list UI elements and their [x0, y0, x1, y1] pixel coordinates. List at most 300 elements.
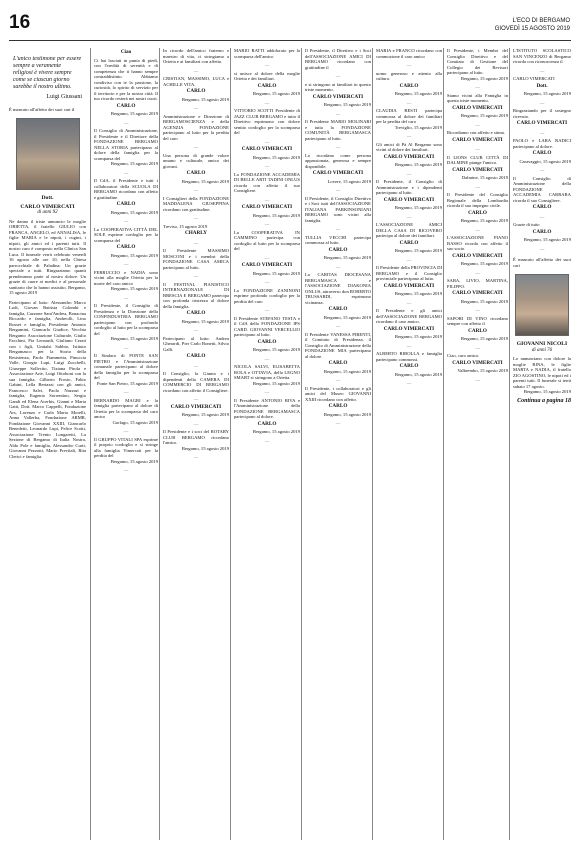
notice-name: CARLO — [532, 228, 552, 235]
notice-name: CARLO — [328, 360, 348, 366]
notice-name: CARLO — [116, 102, 136, 109]
notice-name: CARLO — [186, 170, 206, 176]
deceased-name-2: GIOVANNI NICOLI — [516, 341, 568, 347]
obituary-notice — [163, 405, 229, 427]
notice-separator: — — [264, 389, 270, 394]
notice-name: CARLO — [468, 327, 487, 334]
notice-separator: — — [475, 376, 480, 382]
obituary-notice — [376, 179, 442, 219]
notice-place-date: Bergamo, 15 agosto 2019 — [460, 75, 508, 81]
newspaper-name: L'ECO DI BERGAMO — [512, 18, 570, 24]
notice-text: Il Presidente, il Consiglio di Amministrazione e i dipendenti partecipano al lutto. — [376, 179, 442, 195]
notice-separator: — — [335, 420, 341, 425]
notice-text: Il CdA, il Presidente e tutti i collaboratori della SCUOLA DI BERGAMO ricordano con affetto e gratitudine. — [94, 178, 158, 200]
notice-separator: — — [264, 99, 270, 105]
notice-text: Ci hai lasciati in punta di piedi, con l'eredità di serenità e di competenza che ti hanno sempre contraddistinto. Abbiamo condiviso con te la passione, la curiosità, lo spirito di servizio per il territorio e per la nostra città. Il tuo ricordo resterà nei nostri cuori. — [94, 57, 158, 101]
notice-separator: — — [406, 256, 412, 262]
notice-place-date: Bergamo, 15 agosto 2019 — [110, 111, 158, 116]
notice-name: CARLO VIMERCATI — [312, 170, 364, 176]
obituary-notice — [447, 192, 508, 232]
notice-name: CARLO VIMERCATI — [383, 196, 435, 203]
notice-name: CARLO VIMERCATI — [452, 104, 503, 111]
notice-text: Il Presidente, i Membri del Consiglio Direttivo e del Comitato di Gestione del Collegio dei Revisori partecipano al lutto. — [447, 48, 508, 75]
notice-place-date: Bergamo, 15 agosto 2019 — [110, 209, 158, 215]
notice-separator: — — [264, 279, 270, 284]
obituary-notice — [234, 205, 300, 227]
obituary-notice — [376, 308, 442, 348]
obituary-notice — [163, 282, 229, 333]
notice-text: Il Consiglio di Amministrazione, il Presidente e il Direttore della FONDAZIONE BERGAMO NELLA STORIA partecipano al dolore della famiglia per la scomparsa del — [94, 128, 158, 161]
obituary-notice — [234, 230, 300, 261]
column-6 — [372, 48, 445, 840]
notice-separator: — — [539, 67, 545, 73]
notice-place-date: Bergamo, 15 agosto 2019 — [460, 298, 508, 304]
notice-place-date: Bergamo, 15 agosto 2019 — [252, 429, 300, 434]
notice-place-date: Bergamo, 15 agosto 2019 — [252, 380, 300, 386]
notice-separator: — — [123, 344, 129, 350]
obituary-notice — [305, 48, 371, 79]
notice-separator: — — [406, 133, 412, 138]
notice-text: Il Presidente, il Consiglio di Presidenza e la Direzione della CONFINDUSTRIA BERGAMO partecipano con profondo cordoglio al lutto per la scomparsa del — [94, 303, 158, 336]
notice-text: Una persona di grande valore umano e culturale, amico dei giovani. — [163, 152, 229, 169]
notice-name: CARLO — [116, 201, 136, 207]
notice-text: Ciao, caro amico. — [447, 353, 480, 358]
notice-place-date: Bergamo, 15 agosto 2019 — [323, 368, 371, 374]
notice-place-date: Bergamo, 15 agosto 2019 — [252, 154, 300, 160]
notice-separator: — — [406, 380, 412, 385]
notice-separator: — — [264, 307, 270, 312]
notice-text: Siamo vicini alla Famiglia in questo triste momento. — [447, 92, 508, 103]
notice-place-date: Bergamo, 15 agosto 2019 — [523, 237, 571, 242]
obituary-notice — [447, 353, 508, 382]
notice-place-date: Bergamo, 15 agosto 2019 — [394, 291, 442, 296]
notice-text: ALBERTO RIBOLLA e famiglia partecipano commossi. — [376, 351, 442, 362]
notice-name: CARLO VIMERCATI — [241, 262, 293, 268]
notice-place-date: Bergamo, 15 agosto 2019 — [394, 334, 442, 339]
notice-separator: — — [475, 121, 480, 127]
notice-place-date: Bergamo, 15 agosto 2019 — [523, 91, 571, 96]
obituary-notice — [234, 288, 300, 313]
obituary-notice — [163, 76, 229, 111]
notice-text: CLAUDIA BESTI partecipa commossa al dolore dei familiari per la perdita del caro — [376, 108, 442, 124]
continue-note: Continua a pagina 18 — [517, 397, 571, 404]
notice-name: CARLO — [399, 239, 419, 246]
notice-separator: — — [539, 213, 545, 219]
announcement-intro: È mancato all'affetto dei suoi cari il — [9, 106, 75, 112]
notice-separator: — — [193, 362, 199, 368]
notice-separator: — — [335, 226, 341, 231]
notice-separator: — — [193, 144, 199, 149]
publication-date: GIOVEDÌ 15 AGOSTO 2019 — [494, 26, 570, 32]
obituary-notice — [234, 364, 300, 395]
obituary-notice — [305, 153, 371, 193]
notice-separator: — — [264, 437, 270, 443]
notice-text: PAOLO e LARA RADICI partecipano al dolore. — [513, 138, 571, 149]
deceased-photo-2 — [515, 274, 569, 336]
notice-place-date: Bergamo, 15 agosto 2019 — [394, 248, 442, 253]
notice-name: CARLO — [328, 306, 348, 312]
notice-place-date: Bergamo, 15 agosto 2019 — [181, 445, 229, 451]
notice-text: In ricordo dell'amico fraterno e maestro di vita, ci stringiamo a Orietta e ai familiari con affetto. — [163, 48, 229, 64]
obituary-notice — [94, 128, 158, 175]
notice-separator: — — [193, 396, 199, 401]
notice-separator: — — [539, 167, 545, 172]
notice-text: Il Presidente, il Consiglio Direttivo e i Soci tutti dell'ASSOCIAZIONE ITALIANA PARKINSONIANI BERGAMO sono vicini alla famiglia. — [305, 195, 371, 223]
obituary-notice — [447, 130, 508, 152]
notice-separator: — — [335, 144, 341, 149]
notice-text: L'ASSOCIAZIONE AMICI DELLA CASA DI RICOVERO partecipa al dolore dei familiari. — [376, 222, 442, 238]
notice-separator: — — [123, 294, 129, 300]
obituary-notice — [305, 235, 371, 270]
obituary-notice — [305, 332, 371, 383]
notice-greeting: Ciao — [120, 49, 132, 55]
notice-name: CARLO — [186, 353, 206, 359]
notice-separator: — — [335, 323, 341, 328]
notice-name: CARLO VIMERCATI — [452, 136, 503, 143]
obituary-notice — [163, 114, 229, 150]
notice-place-date: Bergamo, 15 agosto 2019 — [460, 336, 508, 341]
notice-text: FERRUCCIO e NADIA sono vicini alla moglie Orietta per la morte del caro amico — [94, 269, 158, 286]
notice-text: L'ASSOCIAZIONE PIANO BASSO ricorda con affetto il suo socio. — [447, 235, 508, 251]
obituary-notice — [376, 142, 442, 177]
page-number: 16 — [9, 12, 31, 33]
notice-text: Il Presidente MASSIMO MOSCONI e i membri della FONDAZIONE CASA AMICA partecipano al lutto. — [163, 248, 229, 270]
obituary-notice — [94, 353, 158, 395]
notice-text: Il Presidente VANESSA PIRENTI, il Comitato di Presidenza, il Consiglio di Amministrazione della FONDAZIONE MIA partecipano al dolore. — [305, 331, 371, 359]
memorial-quote: L'unico testimone per essere sempre a veramente religiosi è vivere sempre come se ciascun giorno sarebbe il nostro ultimo. — [13, 56, 82, 90]
deceased-intro-2: È mancato all'affetto dei suoi cari — [513, 257, 571, 268]
notice-separator: — — [475, 183, 480, 189]
notice-text: SABA, LIVIO, MARTINA, FILIPPO. — [447, 278, 508, 289]
notice-name: CARLO — [186, 88, 206, 94]
notice-place-date: Bergamo, 15 agosto 2019 — [110, 161, 158, 166]
notice-place-date: Bergamo, 15 agosto 2019 — [110, 286, 158, 291]
notice-place-date: Valbrembo, 15 agosto 2019 — [457, 368, 508, 373]
notice-separator: — — [335, 263, 341, 269]
notice-name: CARLO VIMERCATI — [170, 403, 222, 410]
notice-place-date: Bergamo, 15 agosto 2019 — [110, 458, 158, 464]
notice-place-date: Bergamo, 15 agosto 2019 — [181, 96, 229, 102]
notice-place-date: Ponte San Pietro, 15 agosto 2019 — [97, 380, 158, 386]
notice-text: La COOPERATIVA IN CAMMINO partecipa con cordoglio al lutto per la scomparsa del — [234, 229, 300, 251]
notice-separator: — — [475, 269, 480, 275]
obituary-notice — [513, 176, 571, 220]
obituary-columns — [9, 48, 571, 840]
notice-place-date: Bergamo, 15 agosto 2019 — [460, 113, 508, 118]
notice-separator: — — [123, 467, 129, 472]
notice-separator: — — [264, 163, 270, 168]
notice-separator: — — [406, 170, 412, 176]
obituary-notice — [513, 48, 571, 73]
notice-place-date: Bergamo, 15 agosto 2019 — [523, 389, 571, 394]
notice-text: La COOPERATIVA CITTÀ DEL SOLE esprime cordoglio per la scomparsa del — [94, 226, 158, 243]
deceased-photo — [16, 118, 80, 190]
notice-place-date: Bergamo, 15 agosto 2019 — [110, 252, 158, 258]
notice-name: CARLO VIMERCATI — [241, 146, 293, 152]
notice-name: CARLO VIMERCATI — [452, 252, 503, 259]
obituary-notice — [376, 108, 442, 139]
column-4 — [230, 48, 303, 840]
obituary-notice — [163, 429, 229, 460]
notice-name: CARLO VIMERCATI — [383, 325, 435, 332]
notice-separator: — — [193, 105, 199, 110]
obituary-notice — [163, 153, 229, 193]
obituary-notice — [376, 265, 442, 305]
obituary-notice — [376, 222, 442, 262]
notice-separator: — — [406, 213, 412, 219]
notice-separator: — — [475, 84, 480, 89]
notice-separator: — — [193, 67, 199, 73]
notice-separator: — — [193, 187, 199, 192]
obituary-notice — [376, 351, 442, 386]
notice-place-date: Bergamo, 15 agosto 2019 — [394, 91, 442, 96]
obituary-notice — [94, 270, 158, 301]
notice-separator: — — [475, 146, 480, 151]
obituary-notice — [447, 155, 508, 190]
notice-place-date: Bergamo, 15 agosto 2019 — [252, 270, 300, 276]
notice-separator: — — [123, 169, 129, 175]
notice-separator: — — [193, 273, 199, 278]
obituary-notice — [234, 147, 300, 169]
obituary-notice — [376, 48, 442, 68]
notice-text: Il Presidente e i soci del ROTARY CLUB BERGAMO ricordano l'amico. — [163, 429, 229, 445]
notice-text: NICOLA SALVI, ELISABETTA ROLA e OTTAVIA, della LEGNO SMART si stringono a Orietta. — [234, 364, 300, 380]
participants-list: Partecipano al lutto: Alessandro Marco Lodi, Giovan Battista Colombi e famiglia, Cazzone Sant'Andrea, Bonacina Riccardo e famiglia, Andreolli, Lino Rosset e famiglia, Presidente Antonio Bergamini, Giancarlo Giudice, Vecchia Bergamo Associazione Culturale, Giulio Facchini, Pia Leonardi, Giuliano Cerati con i figli, Unitalsi Sabbio, Istituto Bergamasco per la Storia della Resistenza, Paolo Fiammetta, Pinuccia Valle, Giorgio Lupi, Luigi Zucchelli, Giuseppe Sollecito, Tiziana Pirola e Associazione Arte, Luigi Ottoboni con la sua famiglia, Gilberto Frosio, Fabio Gabini, Lella Bertazzi con gli amici, Francesco Salvi, Paolo Nazzari e famiglia, Eugenio Sorrentino, Sergio Gandi ed Elena Acerbis, Gianni e Marta Gatti, Dott. Marco Cappelli, Fondazione Ars, Lorenzo e Carla Maria Morelli, Anna Vallerba, Fondazione ARMR, Fondazione Giovanni XXIII, Giancarlo Benedetti, Leonardo Lupi, Felice Scotti, Associazione Trento Longaretti, La Sezione di Bergamo di Italia Nostra, Aldo Pole e famiglia, Alessandro Curti, Giovanni Pezzotti, Mario Previtali, Rita Clerici e famiglia. — [9, 299, 86, 459]
notice-text: L'ISTITUTO SCOLASTICO SAN VINCENZO di Bergamo ricorda con riconoscenza il — [513, 48, 571, 64]
obituary-notice — [163, 336, 229, 369]
notice-text: Il Presidente ANTONIO RIVA e l'Amministrazione della FONDAZIONE BERGAMASCA partecipano al dolore. — [234, 397, 300, 419]
notice-text: La CARITAS DIOCESANA BERGAMASCA e l'ASSOCIAZIONE DIAKONIA ONLUS, attraverso don ROBERTO TRUSSARDI, esprimono vicinanza. — [305, 272, 371, 305]
notice-name: CARLO — [468, 209, 487, 216]
deceased-age: di anni 92 — [37, 210, 58, 215]
notice-place-date: Bergamo, 15 agosto 2019 — [460, 261, 508, 266]
obituary-notice — [163, 224, 229, 246]
deceased-name: CARLO VIMERCATI — [20, 203, 75, 210]
notice-separator: — — [123, 428, 129, 433]
obituary-notice — [305, 272, 371, 329]
notice-place-date: Bergamo, 15 agosto 2019 — [252, 91, 300, 96]
notice-name: CHARLY — [184, 230, 207, 236]
notice-place-date: Bergamo, 15 agosto 2019 — [323, 411, 371, 417]
notice-name: CARLO VIMERCATI — [452, 359, 503, 366]
obituary-notice — [447, 93, 508, 128]
notice-place-date: Bergamo, 15 agosto 2019 — [181, 178, 229, 184]
notice-separator: — — [539, 245, 545, 251]
notice-place-date: Dalmine, 15 agosto 2019 — [461, 175, 508, 180]
notice-separator: — — [123, 218, 129, 223]
notice-place-date: Bergamo, 15 agosto 2019 — [460, 218, 508, 223]
obituary-notice — [513, 108, 571, 135]
column-3 — [159, 48, 232, 840]
notice-name: CARLO — [328, 403, 348, 409]
notice-name: CARLO VIMERCATI — [452, 166, 503, 173]
notice-separator: — — [406, 342, 412, 348]
obituary-notice — [305, 82, 371, 117]
column-7 — [443, 48, 511, 840]
notice-place-date: Caravaggio, 15 agosto 2019 — [519, 158, 571, 164]
notice-text: I Consiglieri della FONDAZIONE MADDALENA GIUSEPPINA ricordano con gratitudine. — [163, 195, 229, 212]
notice-text: BERNARDO MAGRI e la famiglia partecipano al dolore di Orietta per la scomparsa del caro amico — [94, 397, 158, 419]
obituary-notice — [376, 71, 442, 106]
notice-place-date: Bergamo, 15 agosto 2019 — [181, 318, 229, 324]
obituary-notice — [447, 235, 508, 275]
notice-name: CARLO — [186, 310, 206, 316]
notice-separator: — — [123, 261, 129, 266]
notice-text: Il LIONS CLUB CITTÀ DI DALMINE piange l'amico. — [447, 154, 508, 165]
notice-text: VITTORIO SCOTTI Presidente di JAZZ CLUB BERGAMO e tutto il Direttivo esprimono con dolore sentito cordoglio per la scomparsa del — [234, 108, 300, 135]
obituary-notice — [94, 178, 158, 224]
notice-text: Gli amici di Pà Al Bergamo sono vicini al dolore dei familiari. — [376, 141, 442, 152]
obituary-notice — [234, 71, 300, 106]
obituary-notice — [94, 437, 158, 473]
notice-text: si unisce al dolore della moglie Orietta e dei familiari. — [234, 70, 300, 81]
notice-name: CARLO VIMERCATI — [241, 204, 293, 210]
notice-place-date: Bergamo, 15 agosto 2019 — [323, 255, 371, 260]
column-2 — [90, 48, 161, 840]
notice-separator: — — [406, 62, 412, 67]
notice-separator: — — [193, 327, 199, 332]
notice-name: CARLO VIMERCATI — [452, 290, 503, 296]
notice-separator: — — [539, 129, 545, 135]
notice-text: Treviso, 15 agosto 2019 — [163, 223, 208, 229]
deceased-age-2: di anni 76 — [531, 347, 553, 353]
notice-separator: — — [475, 307, 480, 312]
notice-text: Il Consiglio, la Giunta e i dipendenti della CAMERA DI COMMERCIO DI BERGAMO ricordano con affetto il Consigliere. — [163, 371, 229, 393]
notice-name: CARLO — [532, 150, 552, 156]
notice-text: Il Presidente della PROVINCIA DI BERGAMO e il Consiglio provinciale partecipano al lutto. — [376, 265, 442, 281]
column-8-notices — [513, 48, 571, 251]
notice-separator: — — [264, 138, 270, 144]
notice-name: CARLO — [257, 420, 277, 427]
obituary-notice — [94, 50, 158, 125]
notice-place-date: Lovere, 15 agosto 2019 — [327, 178, 371, 184]
obituary-notice — [234, 108, 300, 144]
notice-name: CARLO — [328, 246, 348, 253]
notice-text: CRISTIAN, MASSIMO, LUCA e ACHILLE VITA. — [163, 76, 229, 87]
obituary-notice — [513, 76, 571, 105]
notice-name: CARLO VIMERCATI — [383, 282, 435, 289]
obituary-notice — [305, 196, 371, 232]
obituary-notice — [94, 303, 158, 350]
obituary-notice — [305, 119, 371, 150]
notice-separator: — — [264, 355, 270, 361]
obituary-notice — [305, 386, 371, 426]
notice-separator: — — [264, 221, 270, 226]
obituary-notice — [163, 248, 229, 279]
notice-separator: — — [406, 299, 412, 305]
notice-name: CARLO — [257, 338, 277, 345]
notice-separator: — — [539, 99, 545, 105]
notice-text: TULLIA VECCHI partecipa commossa al lutto. — [305, 234, 371, 245]
obituary-notice — [163, 371, 229, 402]
notice-separator: — — [123, 119, 129, 125]
column-5 — [301, 48, 374, 840]
obituary-notice — [447, 278, 508, 313]
notice-separator: — — [193, 239, 199, 245]
column-1 — [9, 48, 89, 840]
notice-place-date: Bergamo, 15 agosto 2019 — [252, 347, 300, 352]
notice-place-date: Bergamo, 15 agosto 2019 — [181, 412, 229, 417]
obituary-notice — [234, 398, 300, 444]
obituary-notice — [94, 227, 158, 267]
notice-text: Grazie di tutto — [513, 222, 540, 227]
notice-separator: — — [264, 254, 270, 260]
notice-text: Partecipano al lutto: Andrea Gherardi, Pier Carlo Bonetti, Silvio Galli. — [163, 335, 229, 352]
deceased-title: Dott. — [41, 195, 54, 201]
quote-author: Luigi Giussani — [46, 94, 82, 100]
notice-separator: — — [335, 73, 341, 78]
obituary-notice — [94, 398, 158, 434]
notice-name: CARLO VIMERCATI — [516, 120, 568, 126]
notice-place-date: Bergamo, 15 agosto 2019 — [394, 162, 442, 167]
obituary-notice — [163, 196, 229, 221]
obituary-notice — [234, 172, 300, 203]
notice-text: Il Sindaco di PONTE SAN PIETRO e l'Amministrazione comunale partecipano al dolore della famiglia per la scomparsa del — [94, 353, 158, 380]
notice-place-date: Gorlago, 15 agosto 2019 — [112, 419, 158, 425]
obituary-notice — [234, 48, 300, 68]
obituary-notice — [447, 48, 508, 90]
notice-separator: — — [475, 344, 480, 350]
notice-separator: — — [335, 377, 341, 382]
notice-text: Il GRUPPO VITALI SPA esprime il proprio cordoglio e si stringe alla famiglia Vimercati per la perdita del — [94, 436, 158, 458]
page-header — [0, 0, 580, 44]
notice-place-date: Treviglio, 15 agosto 2019 — [394, 124, 442, 130]
notice-text: Il Presidente, i collaboratori e gli amici del Museo GIOVANNI XXIII ricordano con affetto. — [305, 385, 371, 402]
announcement-text-2: Lo annunciano con dolore la moglie RINA, le figlie MARTA e NADIA, il fratello ZIO AGOSTINO, le nipoti ed i parenti tutti. Il funerale si terrà sabato 17 agosto. — [513, 356, 571, 389]
notice-place-date: Bergamo, 15 agosto 2019 — [394, 371, 442, 377]
notice-name: CARLO VIMERCATI — [312, 93, 364, 100]
notice-text: Il Consiglio di Amministrazione della FONDAZIONE ACCADEMIA CARRARA ricorda il suo Consigliere. — [513, 175, 571, 203]
notice-name: CARLO — [257, 82, 277, 89]
notice-text: Il FESTIVAL PIANISTICO INTERNAZIONALE DI BRESCIA E BERGAMO partecipa con profonda tristezza al dolore della famiglia. — [163, 281, 229, 309]
notice-text: Il Presidente del Consiglio Regionale della Lombardia ricorda il suo impegno civile. — [447, 192, 508, 208]
notice-name: CARLO — [399, 82, 419, 89]
obituary-notice — [447, 316, 508, 351]
notice-separator: — — [193, 454, 199, 459]
notice-text: Ricordiamo con affetto e stima. — [447, 130, 505, 135]
notice-place-date: Bergamo, 15 agosto 2019 — [394, 205, 442, 210]
notice-text: La FONDAZIONE ACCADEMIA DI BELLE ARTI TADINI ONLUS ricorda con affetto il suo Consigliere. — [234, 171, 300, 193]
notice-separator: — — [193, 215, 199, 220]
notice-separator: — — [475, 226, 480, 232]
announcement-text: Ne danno il triste annuncio le moglie ORIETTA, il fratello GIULIO con FRANCA, ANGELO, ed ANNALISA, le figlie MARIA e le nipoti, i cugini, i nipoti, gli amici ed i parenti tutti. Il nostro caro è composto nella Clinica San Luca. Il funerale verrà celebrato venerdì 16 agosto alle ore 10, nella Chiesa parrocchiale di Paladina. Un grazie speciale a tutti. Ringraziamo quanti prenderanno parte al nostro dolore. Un grazie di cuore ai medici e al personale sanitario che lo hanno assistito. Bergamo, 15 agosto 2019 — [9, 218, 86, 295]
obituary-notice — [163, 48, 229, 73]
notice-separator: — — [406, 99, 412, 105]
notice-separator: — — [335, 187, 341, 192]
notice-place-date: Bergamo, 15 agosto 2019 — [323, 102, 371, 107]
notice-text: Lo ricordano come persona appassionata, generosa e sempre disponibile. — [305, 152, 371, 169]
notice-text: Il Presidente e gli amici dell'ASSOCIAZIONE BERGAMO ricordano il caro amico. — [376, 308, 442, 324]
notice-text: MARIA e FRANCO ricordano con commozione il caro amico — [376, 48, 442, 59]
notice-name: Dott. — [536, 82, 548, 89]
notice-separator: — — [193, 420, 199, 426]
notice-name: CARLO VIMERCATI — [383, 153, 435, 160]
header-divider — [9, 40, 571, 41]
obituary-notice — [513, 138, 571, 173]
notice-text: uomo generoso e attento alla cultura. — [376, 70, 442, 81]
notice-text: Amministrazione e Direzione di BERGAMOSCIENZA e della AGENZIA FONDAZIONE partecipano al lutto per la perdita del caro — [163, 113, 229, 141]
notice-text: Il Presidente MARIO MOLINARI e tutta la FONDAZIONE COMUNITÀ BERGAMASCA partecipano al lutto. — [305, 119, 371, 141]
notice-text: SAPORI DI VINO ricordano sempre con affetto il — [447, 315, 508, 326]
notice-text: e si stringono ai familiari in questo triste momento. — [305, 81, 371, 92]
notice-place-date: Bergamo, 15 agosto 2019 — [110, 336, 158, 341]
notice-name: CARLO — [532, 204, 552, 210]
notice-separator: — — [123, 389, 129, 394]
obituary-notice — [234, 316, 300, 362]
notice-separator: — — [264, 62, 270, 67]
notice-name: CARLO — [116, 244, 136, 250]
notice-text: MARIO RATTI addolorato per la scomparsa dell'amico — [234, 48, 300, 59]
